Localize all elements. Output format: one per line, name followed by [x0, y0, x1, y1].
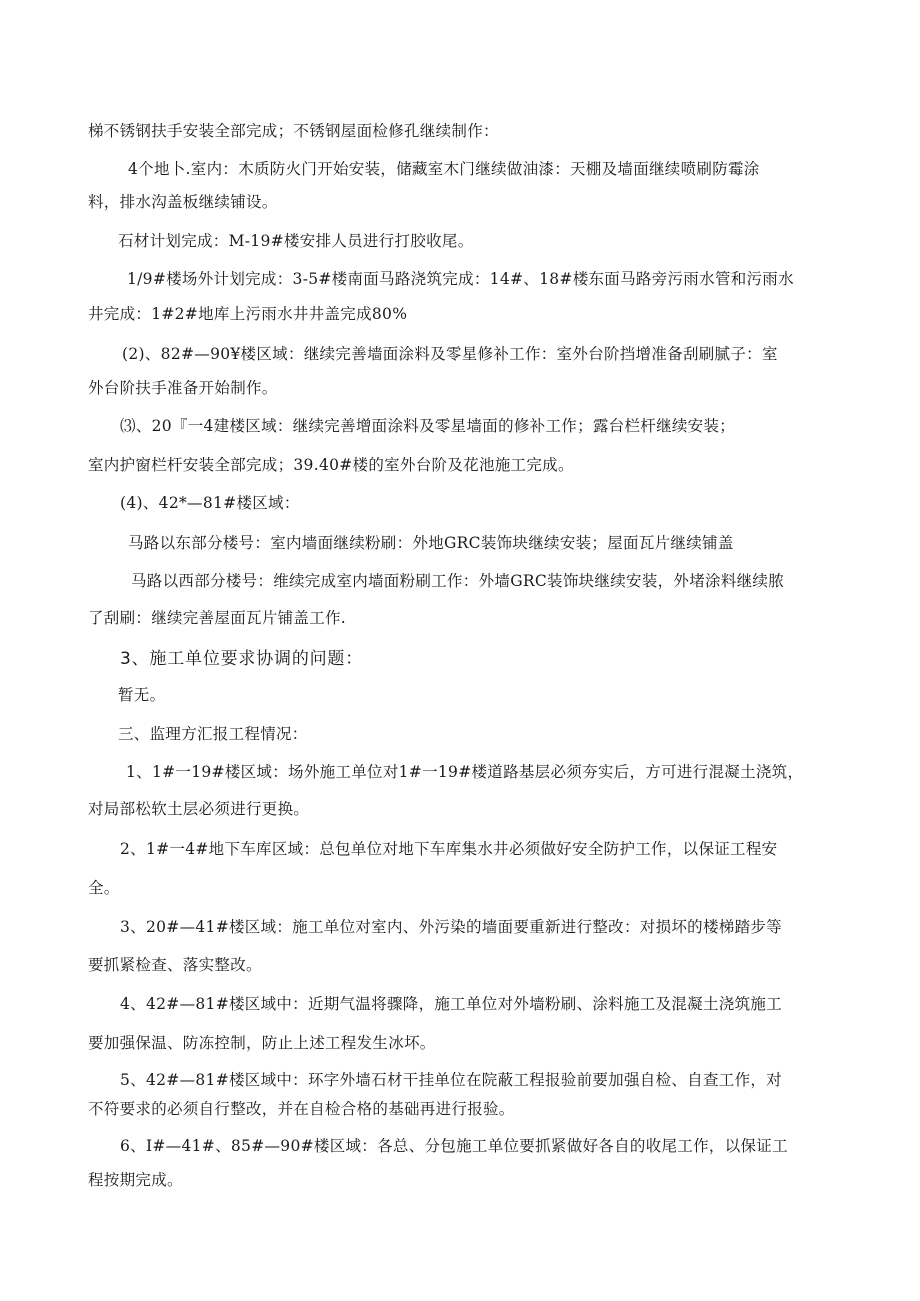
paragraph-line: 马路以西部分楼号：维续完成室内墙面粉刷工作：外墙GRC装饰块继续安装，外堵涂料继续脓 — [131, 572, 785, 590]
paragraph-line: 5、42#—81#楼区域中：环字外墙石材干挂单位在院蔽工程报验前要加强自检、自查工作，对 — [120, 1071, 782, 1089]
paragraph-line: 了刮刷：继续完善屋面瓦片铺盖工作. — [88, 609, 347, 627]
section-heading: 三、监理方汇报工程情况： — [118, 725, 308, 743]
paragraph-line: 6、I#—41#、85#—90#楼区域：各总、分包施工单位要抓紧做好各自的收尾工作，以保证工 — [120, 1137, 788, 1155]
paragraph-line: 梯不锈钢扶手安装全部完成；不锈钢屋面检修孔继续制作： — [88, 122, 499, 140]
paragraph-line: 全。 — [88, 879, 120, 897]
paragraph-line: 3、20#—41#楼区域：施工单位对室内、外污染的墙面要重新进行整改：对损坏的楼梯踏步等 — [120, 918, 782, 936]
section-heading: 3、施工单位要求协调的问题： — [120, 649, 364, 669]
paragraph-line: 要抓紧检查、落实整改。 — [88, 956, 262, 974]
paragraph-line: 不符要求的必须自行整改，并在自检合格的基础再进行报验。 — [88, 1100, 515, 1118]
paragraph-line: 料，排水沟盖板继续铺设。 — [88, 193, 278, 211]
paragraph-line: 对局部松软土层必须进行更换。 — [88, 800, 310, 818]
paragraph-line: 4、42#—81#楼区域中：近期气温将骤降，施工单位对外墙粉刷、涂料施工及混凝土浇筑施工 — [120, 995, 782, 1013]
paragraph-line: 井完成：1#2#地库上污雨水井井盖完成80% — [88, 305, 408, 323]
paragraph-line: 1、1#一19#楼区域：场外施工单位对1#一19#楼道路基层必须夯实后，方可进行混凝土浇筑， — [126, 763, 804, 781]
paragraph-line: 2、1#一4#地下车库区域：总包单位对地下车库集水井必须做好安全防护工作，以保证工程安 — [120, 840, 778, 858]
paragraph-line: 外台阶扶手准备开始制作。 — [88, 379, 278, 397]
paragraph-line: (4)、42*—81#楼区域： — [120, 494, 300, 512]
paragraph-line: (2)、82#—90¥楼区域：继续完善墙面涂料及零星修补工作：室外台阶挡增准备刮刷腻子：室 — [122, 345, 778, 363]
paragraph-line: 4个地卜.室内：木质防火门开始安装，储藏室木门继续做油漆：天棚及墙面继续喷刷防霉涂 — [128, 160, 760, 178]
paragraph-line: 1/9#楼场外计划完成：3-5#楼南面马路浇筑完成：14#、18#楼东面马路旁污雨水管和污雨水 — [127, 270, 794, 288]
paragraph-line: 石材计划完成：M-19#楼安排人员进行打胶收尾。 — [118, 232, 474, 250]
paragraph-line: 要加强保温、防冻控制，防止上述工程发生冰坏。 — [88, 1034, 436, 1052]
paragraph-line: 室内护窗栏杆安装全部完成；39.40#楼的室外台阶及花池施工完成。 — [88, 456, 574, 474]
paragraph-line: 马路以东部分楼号：室内墙面继续粉刷：外地GRC装饰块继续安装；屋面瓦片继续铺盖 — [128, 534, 734, 552]
paragraph-line: ⑶、20『一4建楼区域：继续完善增面涂料及零星墙面的修补工作；露台栏杆继续安装； — [120, 417, 736, 435]
paragraph-line: 暂无。 — [118, 686, 166, 704]
paragraph-line: 程按期完成。 — [88, 1171, 183, 1189]
